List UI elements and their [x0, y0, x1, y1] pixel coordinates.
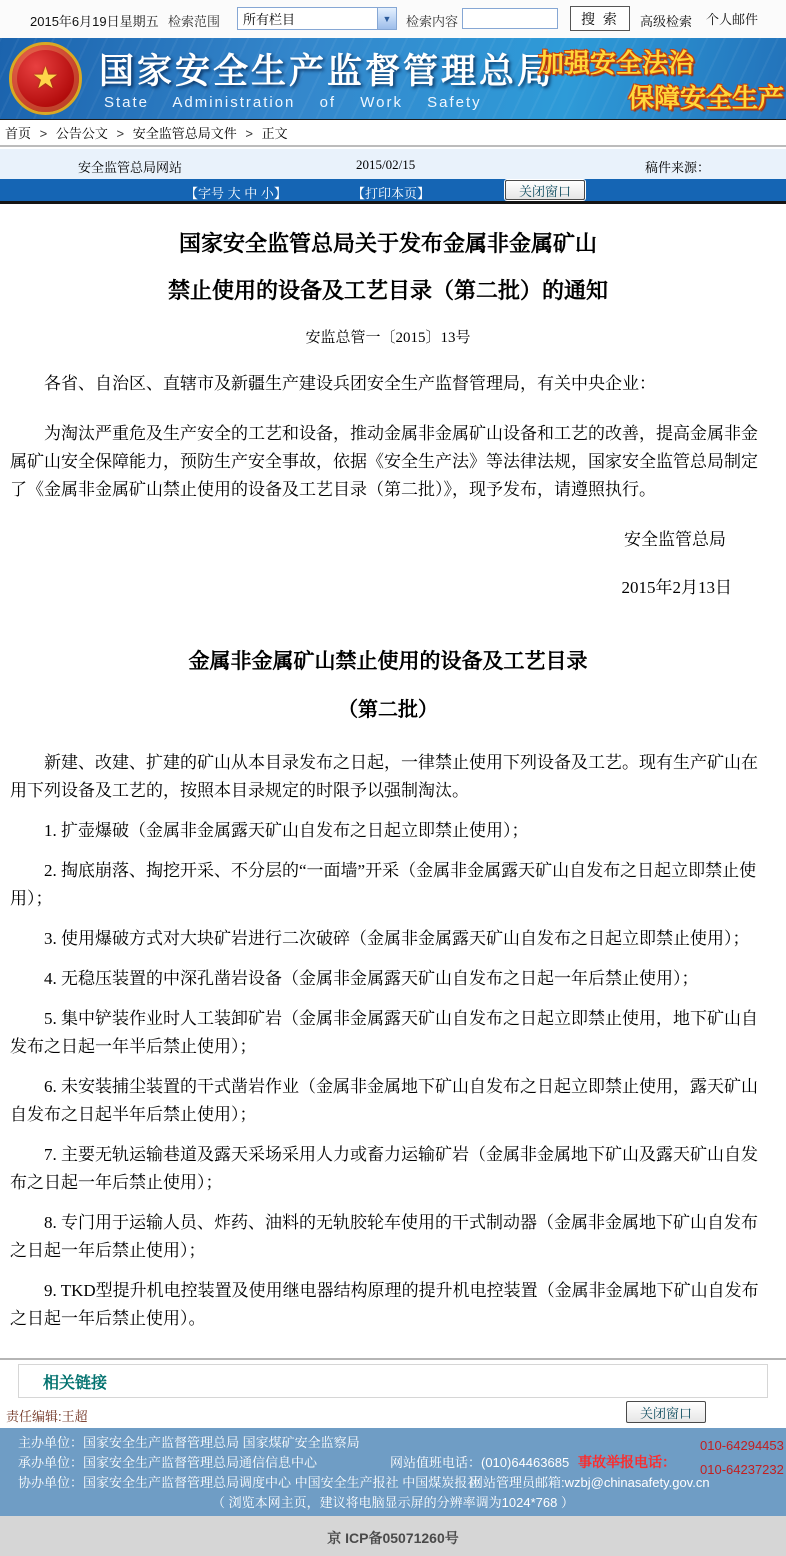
search-scope-select[interactable] [237, 7, 397, 30]
print-page-button[interactable]: 【打印本页】 [352, 186, 431, 201]
font-size-control[interactable]: 【字号 大 中 小】 [185, 186, 287, 201]
footer-duty-phone: 网站值班电话：(010)64463685 [390, 1455, 570, 1470]
footer-resolution-note: （ 浏览本网主页，建议将电脑显示屏的分辨率调为1024*768 ） [212, 1495, 574, 1510]
national-emblem-logo [9, 42, 82, 115]
icp-record-number: 京 ICP备05071260号 [327, 1530, 459, 1546]
doc-paragraph: 为淘汰严重危及生产安全的工艺和设备，推动金属非金属矿山设备和工艺的改善，提高金属非金属矿山安全保障能力，预防生产安全事故，依据《安全生产法》等法律法规，国家安全监管总局制定了《金属非金属矿山禁止使用的设备及工艺目录（第二批）》，现予发布，请遵照执行。 [10, 424, 758, 499]
advanced-search-link[interactable]: 高级检索 [640, 14, 693, 29]
catalog-title: 金属非金属矿山禁止使用的设备及工艺目录 [188, 649, 588, 673]
catalog-item: 7. 主要无轨运输巷道及露天采场采用人力或畜力运输矿岩（金属非金属地下矿山及露天矿山自发布之日起一年后禁止使用）； [10, 1145, 758, 1192]
accident-report-phone-2: 010-64237232 [700, 1462, 784, 1477]
catalog-item: 1. 扩壶爆破（金属非金属露天矿山自发布之日起立即禁止使用）； [44, 821, 529, 840]
footer-organizer-text: 承办单位：国家安全生产监督管理总局通信信息中心 [18, 1455, 318, 1470]
breadcrumb-current: 正文 [261, 126, 288, 141]
search-button[interactable]: 搜 索 [570, 6, 630, 31]
search-content-label: 检索内容 [406, 14, 459, 29]
footer-coorganizer-line [0, 1473, 786, 1493]
footer-webmaster-email: 网站管理员邮箱:wzbj@chinasafety.gov.cn [470, 1475, 710, 1490]
doc-sign-date: 2015年2月13日 [621, 578, 732, 597]
footer-host-line [0, 1433, 786, 1453]
breadcrumb-home[interactable]: 首页 [5, 126, 32, 141]
star-icon: ★ [32, 61, 59, 95]
accident-report-phone-1: 010-64294453 [700, 1438, 784, 1453]
breadcrumb-separator: > [245, 126, 253, 141]
close-window-button-bottom[interactable]: 关闭窗口 [626, 1401, 706, 1423]
catalog-item: 9. TKD型提升机电控装置及使用继电器结构原理的提升机电控装置（金属非金属地下矿山自发布之日起一年后禁止使用）。 [10, 1281, 759, 1328]
search-scope-label: 检索范围 [168, 14, 221, 29]
catalog-subtitle: （第二批） [338, 699, 438, 721]
footer-coorganizer-text: 协办单位：国家安全生产监督管理总局调度中心 中国安全生产报社 中国煤炭报社 [18, 1475, 481, 1490]
site-title-en: State Administration of Work Safety [104, 94, 482, 111]
responsible-editor: 责任编辑:王超 [6, 1409, 88, 1424]
accident-report-phone-label: 事故举报电话： [578, 1454, 676, 1470]
catalog-item: 4. 无稳压装置的中深孔凿岩设备（金属非金属露天矿山自发布之日起一年后禁止使用）； [44, 969, 699, 988]
document-title-line-2: 禁止使用的设备及工艺目录（第二批）的通知 [167, 278, 608, 303]
personal-mail-link[interactable]: 个人邮件 [706, 12, 759, 27]
site-title-cn: 国家安全生产监督管理总局 [99, 52, 556, 91]
document-number: 安监总管一〔2015〕13号 [305, 330, 471, 346]
doc-salutation: 各省、自治区、直辖市及新疆生产建设兵团安全生产监督管理局，有关中央企业： [44, 374, 656, 393]
related-links-section [0, 1358, 786, 1398]
related-links-box [18, 1364, 768, 1398]
catalog-item: 8. 专门用于运输人员、炸药、油料的无轨胶轮车使用的干式制动器（金属非金属地下矿山自发布之日起一年后禁止使用）； [10, 1213, 758, 1260]
origin-label: 稿件来源： [645, 160, 711, 175]
article-meta-row [0, 149, 786, 179]
top-utility-bar [0, 0, 786, 38]
document-title-line-1: 国家安全监管总局关于发布金属非金属矿山 [178, 231, 597, 256]
breadcrumb-separator: > [39, 126, 48, 141]
slogan-line-2: 保障安全生产 [628, 83, 785, 113]
search-scope-value: 所有栏目 [243, 12, 296, 27]
site-footer [0, 1428, 786, 1516]
doc-signature: 安全监管总局 [624, 530, 726, 549]
search-input[interactable] [462, 8, 558, 29]
footer-host-text: 主办单位：国家安全生产监督管理总局 国家煤矿安全监察局 [18, 1435, 360, 1450]
catalog-item: 6. 未安装捕尘装置的干式凿岩作业（金属非金属地下矿山自发布之日起立即禁止使用，露天矿山自发布之日起半年后禁止使用）； [10, 1077, 758, 1124]
breadcrumb [0, 120, 786, 147]
site-banner [0, 38, 786, 120]
slogan-line-1: 加强安全法治 [538, 48, 695, 78]
catalog-item: 2. 掏底崩落、掏挖开采、不分层的“一面墙”开采（金属非金属露天矿山自发布之日起立即禁止使用）； [10, 861, 757, 908]
breadcrumb-notices[interactable]: 公告公文 [55, 126, 108, 141]
breadcrumb-separator: > [116, 126, 125, 141]
catalog-intro: 新建、改建、扩建的矿山从本目录发布之日起，一律禁止使用下列设备及工艺。现有生产矿山在用下列设备及工艺的，按照本目录规定的时限予以强制淘汰。 [10, 753, 758, 800]
chevron-down-icon[interactable]: ▼ [377, 8, 396, 29]
editor-row [0, 1398, 786, 1428]
icp-record-bar [0, 1516, 786, 1556]
catalog-item: 3. 使用爆破方式对大块矿岩进行二次破碎（金属非金属露天矿山自发布之日起立即禁止使用）； [44, 929, 750, 948]
current-date: 2015年6月19日星期五 [30, 14, 159, 29]
related-links-heading: 相关链接 [43, 1374, 108, 1392]
breadcrumb-documents[interactable]: 安全监管总局文件 [132, 126, 237, 141]
source-site: 安全监管总局网站 [78, 160, 183, 175]
publish-date: 2015/02/15 [356, 157, 416, 172]
close-window-button[interactable]: 关闭窗口 [505, 180, 585, 200]
article-toolbar [0, 179, 786, 204]
catalog-item: 5. 集中铲装作业时人工装卸矿岩（金属非金属露天矿山自发布之日起立即禁止使用，地下矿山自发布之日起一年半后禁止使用）； [10, 1009, 758, 1056]
document-body [0, 220, 786, 1352]
